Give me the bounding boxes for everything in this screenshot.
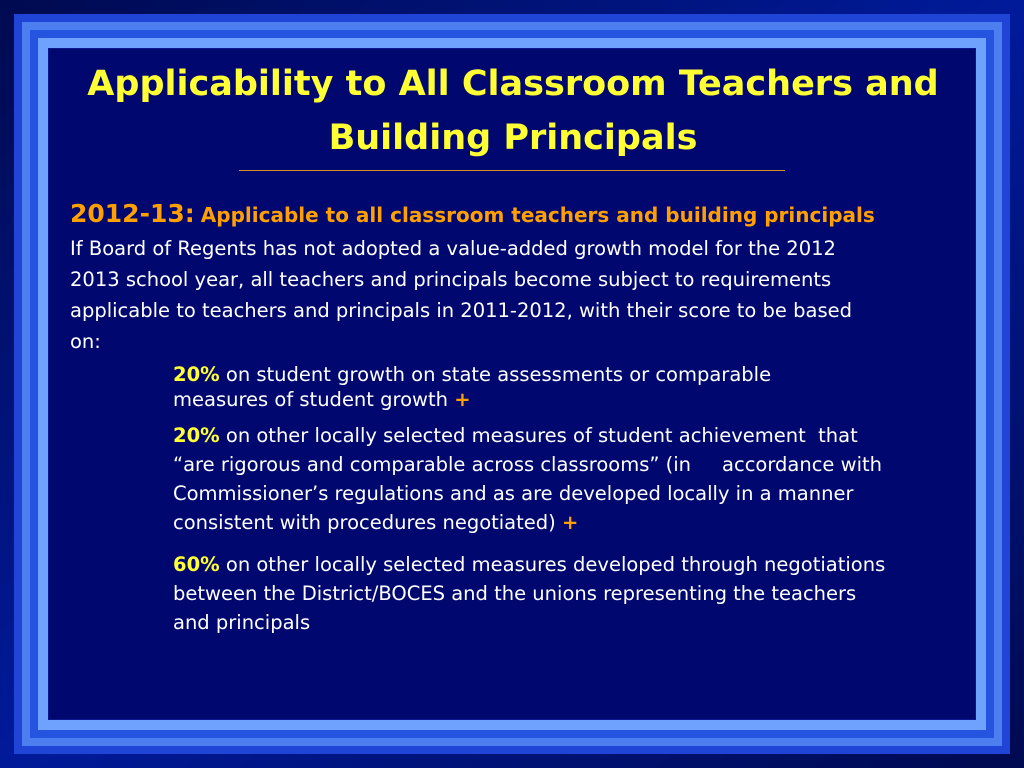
title-divider [239,170,785,171]
section-heading [70,197,970,233]
bullet-line: on student growth on state assessments or comparable [219,363,772,386]
slide-panel [48,48,976,720]
bullet-line: measures of student growth [173,388,455,411]
bullet-line: on other locally selected measures of student achievement that [219,424,858,447]
slide-body [70,197,970,357]
plus-sign: + [561,511,579,534]
paragraph-line: 2013 school year, all teachers and principals become subject to requirements [70,268,832,291]
bullet-line: and principals [173,611,311,634]
bullet-line: on other locally selected measures developed through negotiations [219,553,886,576]
paragraph-line: If Board of Regents has not adopted a value-added growth model for the 2012 [70,237,836,260]
bullet-item-2 [173,421,973,537]
slide-title-line-1: Applicability to All Classroom Teachers and [87,64,939,104]
bullet-line: Commissioner’s regulations and as are developed locally in a manner [173,482,854,505]
bullet-line: consistent with procedures negotiated) [173,511,562,534]
heading-text: Applicable to all classroom teachers and building principals [200,203,875,227]
body-paragraph [70,233,970,357]
slide-title-line-2: Building Principals [328,118,698,158]
bullet-percent: 20% [173,363,220,386]
plus-sign: + [454,388,471,411]
slide-title [49,57,977,165]
bullet-percent: 60% [173,553,220,576]
heading-year: 2012-13: [70,199,195,228]
bullet-line: “are rigorous and comparable across classrooms” (in accordance with [173,453,882,476]
paragraph-line: applicable to teachers and principals in 2011-2012, with their score to be based [70,299,852,322]
paragraph-line: on: [70,330,101,353]
bullet-item-3 [173,550,973,637]
bullet-line: between the District/BOCES and the unions representing the teachers [173,582,857,605]
bullet-item-1 [173,362,973,412]
bullet-percent: 20% [173,424,220,447]
